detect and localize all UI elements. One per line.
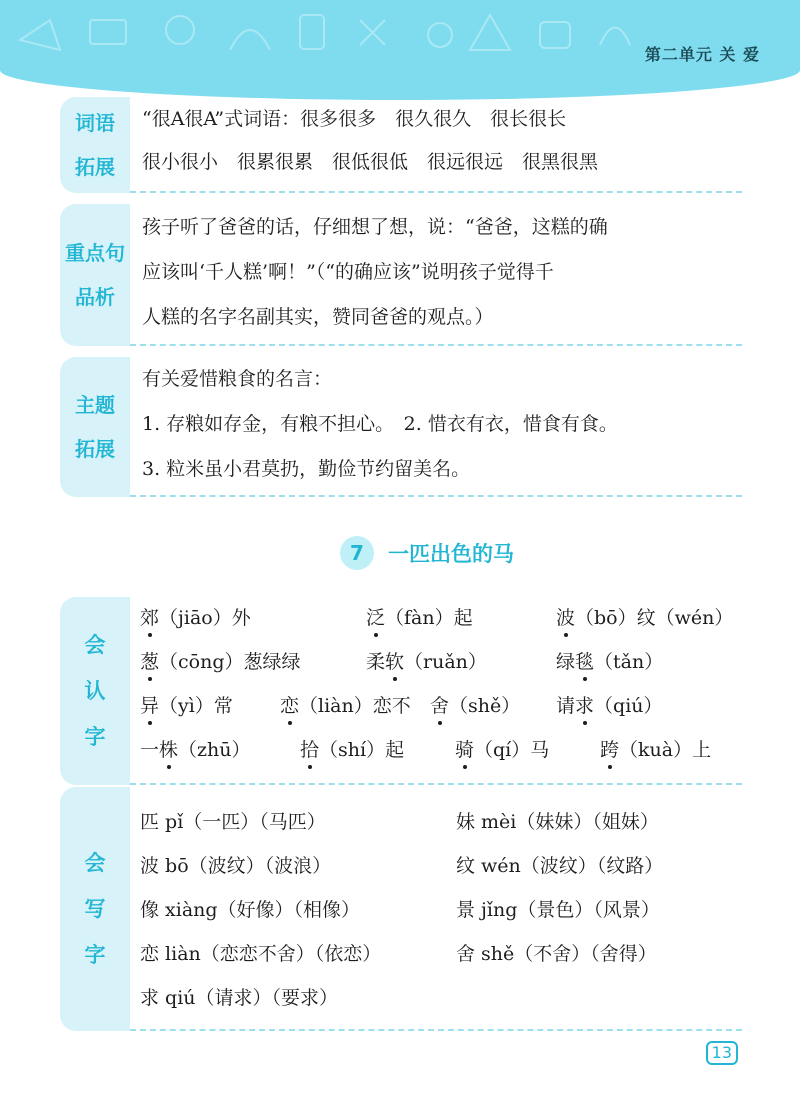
recognize-word — [556, 603, 733, 630]
recognize-word — [280, 691, 411, 718]
emphasized-character: 求 — [575, 695, 595, 717]
lesson-number: 7 — [340, 536, 374, 570]
emphasized-character: 拾 — [300, 739, 320, 761]
emphasized-character: 骑 — [455, 739, 475, 761]
emphasized-character: 葱 — [140, 651, 160, 673]
text-line: 很小很小 很累很累 很低很低 很远很远 很黑很黑 — [142, 151, 599, 173]
text-line: 有关爱惜粮食的名言： — [142, 368, 333, 390]
section-content — [130, 597, 742, 785]
emphasized-character: 跨 — [600, 739, 620, 761]
section-write-characters — [60, 787, 742, 1031]
write-word: 波 bō（波纹）（波浪） — [140, 855, 332, 877]
write-word: 恋 liàn（恋恋不舍）（依恋） — [140, 943, 382, 965]
word-text: （ruǎn） — [404, 651, 487, 673]
recognize-word — [430, 691, 520, 718]
emphasized-character: 波 — [556, 607, 576, 629]
emphasized-character: 毯 — [575, 651, 595, 673]
recognize-word — [455, 735, 549, 762]
side-tab-text: 会 — [84, 633, 106, 657]
header-band — [0, 0, 800, 100]
word-text: （kuà）上 — [619, 739, 712, 761]
word-text: （bō）纹（wén） — [575, 607, 734, 629]
word-text: 绿 — [556, 651, 576, 673]
unit-label: 第二单元 关 爱 — [644, 45, 760, 64]
recognize-word — [600, 735, 711, 762]
emphasized-character: 郊 — [140, 607, 160, 629]
side-tab-text: 写 — [84, 897, 106, 921]
write-word: 舍 shě（不舍）（舍得） — [456, 943, 657, 965]
write-word: 景 jǐng（景色）（风景） — [456, 899, 660, 921]
emphasized-character: 异 — [140, 695, 160, 717]
word-text: （shě） — [449, 695, 521, 717]
text-line: 应该叫‘千人糕’啊！”（“的确应该”说明孩子觉得千 — [142, 261, 554, 283]
side-tab-text: 主题 — [75, 393, 115, 417]
text-line: “很A很A”式词语：很多很多 很久很久 很长很长 — [142, 108, 567, 130]
text-line: 人糕的名字名副其实，赞同爸爸的观点。） — [142, 306, 494, 328]
text-line: 孩子听了爸爸的话，仔细想了想，说：“爸爸，这糕的确 — [142, 216, 608, 238]
side-tab-recognize — [60, 597, 130, 785]
side-tab-text: 拓展 — [75, 437, 115, 461]
emphasized-character: 株 — [159, 739, 179, 761]
write-word: 匹 pǐ（一匹）（马匹） — [140, 811, 326, 833]
side-tab-write — [60, 787, 130, 1031]
write-word: 像 xiàng（好像）（相像） — [140, 899, 361, 921]
side-tab-text: 品析 — [75, 285, 115, 309]
word-text: （fàn）起 — [385, 607, 473, 629]
recognize-word — [140, 603, 251, 630]
word-text: （yì）常 — [159, 695, 233, 717]
section-content — [130, 204, 742, 346]
section-recognize-characters — [60, 597, 742, 785]
recognize-word — [556, 647, 663, 674]
page-number: 13 — [706, 1041, 738, 1065]
word-text: 柔 — [366, 651, 386, 673]
emphasized-character: 软 — [385, 651, 405, 673]
word-text: （tǎn） — [594, 651, 664, 673]
side-tab-text: 认 — [84, 679, 106, 703]
side-tab-text: 会 — [84, 851, 106, 875]
side-tab-text: 重点句 — [65, 241, 125, 265]
section-content — [130, 357, 742, 497]
recognize-word — [366, 647, 487, 674]
side-tab-text: 字 — [84, 943, 106, 967]
text-line: 1. 存粮如存金，有粮不担心。 2. 惜衣有衣，惜食有食。 — [142, 413, 618, 435]
write-word: 求 qiú（请求）（要求） — [140, 987, 339, 1009]
section-content — [130, 97, 742, 193]
emphasized-character: 泛 — [366, 607, 386, 629]
emphasized-character: 恋 — [280, 695, 300, 717]
recognize-word — [556, 691, 663, 718]
lesson-name: 一匹出色的马 — [388, 542, 514, 566]
word-text: （shí）起 — [319, 739, 405, 761]
side-tab-word-expansion — [60, 97, 130, 193]
write-word: 纹 wén（波纹）（纹路） — [456, 855, 664, 877]
section-content — [130, 787, 742, 1031]
section-theme-expansion — [60, 357, 742, 497]
write-word: 妹 mèi（妹妹）（姐妹） — [456, 811, 659, 833]
word-text: （zhū） — [178, 739, 251, 761]
word-text: （cōng）葱绿绿 — [159, 651, 301, 673]
word-text: 请 — [556, 695, 576, 717]
side-tab-key-sentence — [60, 204, 130, 346]
recognize-word — [300, 735, 404, 762]
recognize-word — [140, 691, 233, 718]
recognize-word — [366, 603, 473, 630]
section-key-sentence — [60, 204, 742, 346]
word-text: （qiú） — [594, 695, 663, 717]
text-line: 3. 粒米虽小君莫扔，勤俭节约留美名。 — [142, 458, 471, 480]
side-tab-theme-expansion — [60, 357, 130, 497]
side-tab-text: 拓展 — [75, 155, 115, 179]
side-tab-text: 字 — [84, 725, 106, 749]
word-text: （qí）马 — [474, 739, 550, 761]
lesson-title — [340, 533, 514, 573]
side-tab-text: 词语 — [75, 111, 115, 135]
recognize-word — [140, 735, 251, 762]
recognize-word — [140, 647, 301, 674]
emphasized-character: 舍 — [430, 695, 450, 717]
word-text: 一 — [140, 739, 160, 761]
word-text: （liàn）恋不 — [299, 695, 411, 717]
section-word-expansion — [60, 97, 742, 193]
word-text: （jiāo）外 — [159, 607, 251, 629]
